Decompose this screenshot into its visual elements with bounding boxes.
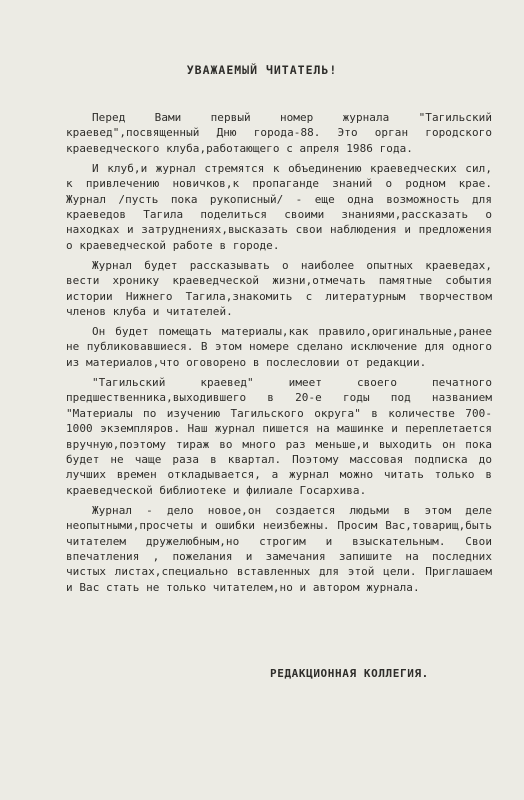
paragraph-goals: И клуб,и журнал стремятся к объединению краеведческих сил, к привлечению новичков,к пропаганде знаний о родном крае. Журнал /пусть пока рукописный/ - еще одна возможность для краеведов Тагила поделиться своими знаниями,рассказать о находках и затруднениях,высказать свои наблюдения и предложения о краеведческой работе в городе. xyxy=(66,161,492,252)
paragraph-intro: Перед Вами первый номер журнала "Тагильский краевед",посвященный Дню города-88. Это орган городского краеведческого клуба,работающего с апреля 1986 года. xyxy=(66,111,492,155)
paragraph-history: "Тагильский краевед" имеет своего печатного предшественника,выходившего в 20-е годы под названием "Материалы по изучению Тагильского округа" в количестве 700-1000 экземпляров. Наш журнал пишется на машинке и переплетается вручную,поэтому тираж во много раз меньше,и выходить он пока будет не чаще раза в квартал. Поэтому массовая подписка до лучших времен откладывается, а журнал можно читать только в краеведческой библиотеке и филиале Госархива. xyxy=(66,375,492,497)
paragraph-appeal: Журнал - дело новое,он создается людьми в этом деле неопытными,просчеты и ошибки неизбежны. Просим Вас,товарищ,быть читателем дружелюбным,но строгим и взыскательным. Свои впечатления , пожелания и замечания запишите на последних чистых листах,специально вставленных для этой цели. Приглашаем и Вас стать не только читателем,но и автором журнала. xyxy=(66,503,492,594)
paragraph-materials: Он будет помещать материалы,как правило,оригинальные,ранее не публиковавшиеся. В этом номере сделано исключение для одного из материалов,что оговорено в послесловии от редакции. xyxy=(66,325,492,369)
letter-body xyxy=(66,110,492,600)
signature: РЕДАКЦИОННАЯ КОЛЛЕГИЯ. xyxy=(270,667,429,680)
paragraph-content: Журнал будет рассказывать о наиболее опытных краеведах, вести хронику краеведческой жизни,отмечать памятные события истории Нижнего Тагила,знакомить с литературным творчеством членов клуба и читателей. xyxy=(66,258,492,319)
letter-heading: УВАЖАЕМЫЙ ЧИТАТЕЛЬ! xyxy=(186,63,338,77)
